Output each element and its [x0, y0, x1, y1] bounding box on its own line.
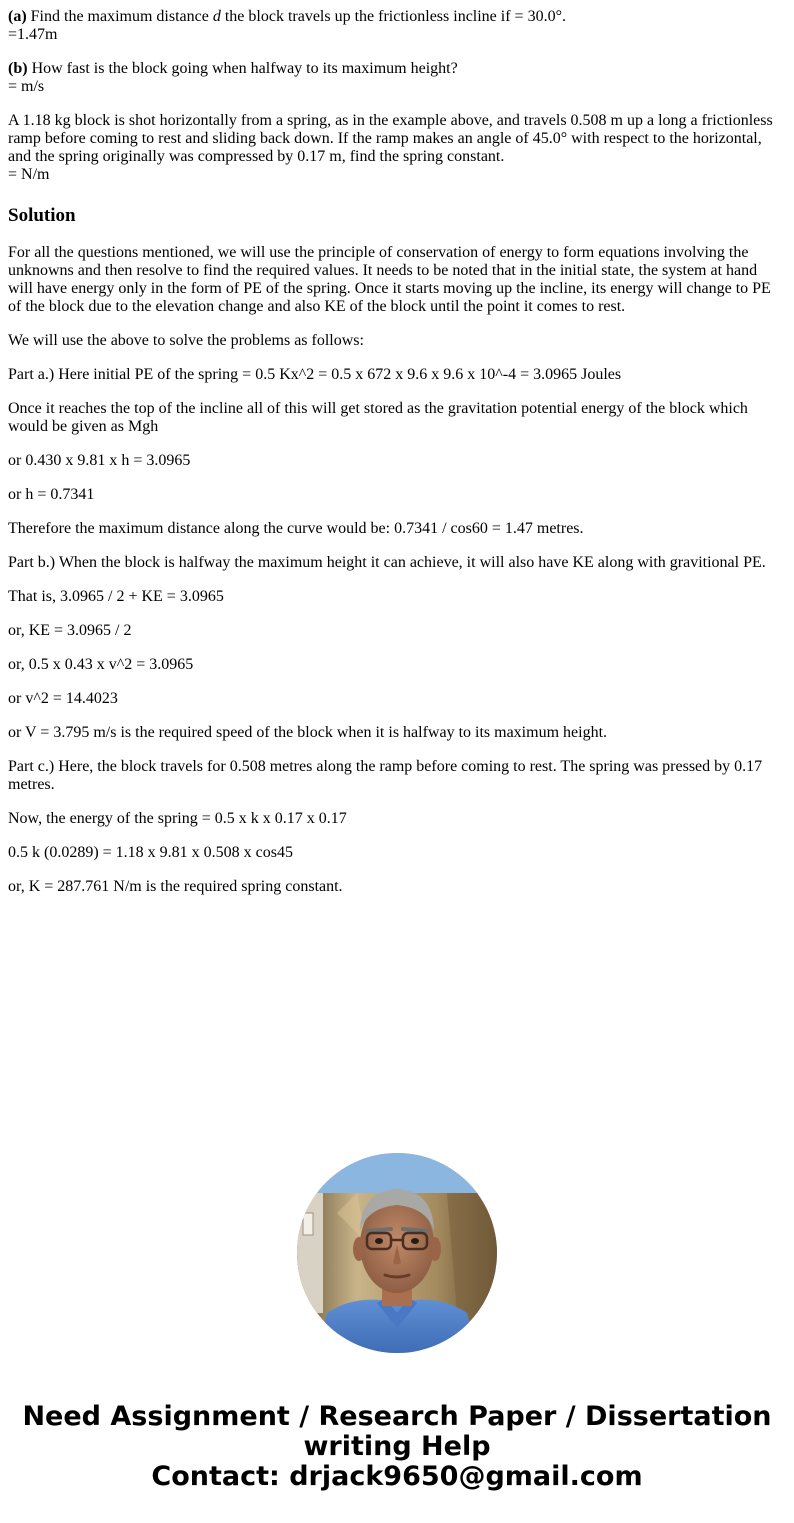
question-a — [8, 8, 784, 44]
solution-paragraph: Now, the energy of the spring = 0.5 x k x 0.17 x 0.17 — [8, 810, 347, 827]
question-a-answer: =1.47m — [8, 26, 58, 43]
solution-paragraph: Part a.) Here initial PE of the spring = 0.5 Kx^2 = 0.5 x 672 x 9.6 x 9.6 x 10^-4 = 3.0965 Joules — [8, 366, 622, 383]
solution-paragraph: Therefore the maximum distance along the curve would be: 0.7341 / cos60 = 1.47 metres. — [8, 520, 584, 537]
footer-promo — [0, 1402, 794, 1492]
question-b — [8, 60, 784, 96]
solution-paragraph: We will use the above to solve the problems as follows: — [8, 332, 364, 349]
question-b-label: (b) — [8, 60, 28, 77]
solution-paragraph: or, 0.5 x 0.43 x v^2 = 3.0965 — [8, 656, 194, 673]
solution-paragraph: Once it reaches the top of the incline all of this will get stored as the gravitation potential energy of the block which would be given as Mgh — [8, 400, 748, 435]
solution-paragraph: or, KE = 3.0965 / 2 — [8, 622, 132, 639]
solution-paragraph: That is, 3.0965 / 2 + KE = 3.0965 — [8, 588, 224, 605]
solution-paragraph: or h = 0.7341 — [8, 486, 95, 503]
solution-paragraph: Part c.) Here, the block travels for 0.508 metres along the ramp before coming to rest. The spring was pressed by 0.17 metres. — [8, 758, 763, 793]
document-body — [8, 8, 784, 912]
question-a-text-2: the block travels up the frictionless incline if = 30.0°. — [220, 8, 566, 25]
solution-body — [8, 244, 784, 896]
question-a-text-1: Find the maximum distance — [26, 8, 213, 25]
solution-heading: Solution — [8, 205, 76, 226]
solution-paragraph: 0.5 k (0.0289) = 1.18 x 9.81 x 0.508 x cos45 — [8, 844, 294, 861]
question-c-text: A 1.18 kg block is shot horizontally from a spring, as in the example above, and travels 0.508 m up a long a frictionless ramp before coming to rest and sliding back down. If the ramp makes an angle of 45.0° with respect to the horizontal, and the spring originally was compressed by 0.17 m, find the spring constant. — [8, 112, 773, 165]
question-c-answer: = N/m — [8, 166, 50, 183]
author-portrait — [297, 1153, 497, 1353]
question-b-answer: = m/s — [8, 78, 45, 95]
solution-paragraph: or v^2 = 14.4023 — [8, 690, 118, 707]
solution-paragraph: or 0.430 x 9.81 x h = 3.0965 — [8, 452, 191, 469]
question-c — [8, 112, 784, 184]
solution-paragraph: or, K = 287.761 N/m is the required spring constant. — [8, 878, 343, 895]
author-avatar — [297, 1153, 497, 1353]
footer-contact: Contact: drjack9650@gmail.com — [151, 1461, 643, 1492]
solution-paragraph: For all the questions mentioned, we will use the principle of conservation of energy to form equations involving the unknowns and then resolve to find the required values. It needs to be noted that in the initial state, the system at hand will have energy only in the form of PE of the spring. Once it starts moving up the incline, its energy will change to PE of the block due to the elevation change and also KE of the block until the point it comes to rest. — [8, 244, 771, 315]
question-a-variable: d — [212, 8, 221, 25]
solution-paragraph: or V = 3.795 m/s is the required speed of the block when it is halfway to its maximum height. — [8, 724, 608, 741]
footer-line-1: Need Assignment / Research Paper / Dissertation writing Help — [22, 1401, 772, 1462]
solution-paragraph: Part b.) When the block is halfway the maximum height it can achieve, it will also have KE along with gravitional PE. — [8, 554, 766, 571]
question-b-text: How fast is the block going when halfway to its maximum height? — [27, 60, 458, 77]
question-a-label: (a) — [8, 8, 27, 25]
